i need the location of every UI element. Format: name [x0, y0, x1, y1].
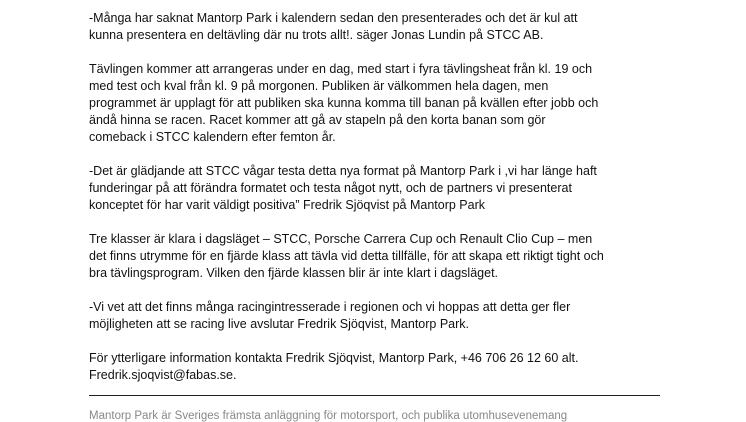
paragraph-event-schedule	[89, 61, 689, 146]
text-line: Tävlingen kommer att arrangeras under en dag, med start i fyra tävlingsheat från kl. 19 och	[89, 62, 593, 76]
text-line: bra tävlingsprogram. Vilken den fjärde klassen blir är inte klart i dagsläget.	[89, 266, 499, 280]
paragraph-race-classes	[89, 231, 689, 282]
text-line: För ytterligare information kontakta Fredrik Sjöqvist, Mantorp Park, +46 706 26 12 60 alt.	[89, 351, 579, 365]
document-body	[89, 10, 689, 401]
text-line: funderingar på att förändra formatet och testa något nytt, och de partners vi presenterat	[89, 181, 572, 195]
text-line: -Många har saknat Mantorp Park i kalendern sedan den presenterades och det är kul att	[89, 11, 578, 25]
text-line: möjligheten att se racing live avslutar Fredrik Sjöqvist, Mantorp Park.	[89, 317, 470, 331]
text-line: med test och kval från kl. 9 på morgonen. Publiken är välkommen hela dagen, men	[89, 79, 549, 93]
paragraph-quote-jonas-lundin	[89, 10, 689, 44]
text-line: kunna presentera en deltävling där nu trots allt!. säger Jonas Lundin på STCC AB.	[89, 28, 544, 42]
text-line: Tre klasser är klara i dagsläget – STCC, Porsche Carrera Cup och Renault Clio Cup – men	[89, 232, 593, 246]
text-line: programmet är upplagt för att publiken ska kunna komma till banan på kvällen efter jobb och	[89, 96, 599, 110]
text-line: ändå hinna se racen. Racet kommer att gå av stapeln på den korta banan som gör	[89, 113, 546, 127]
text-line: -Det är glädjande att STCC vågar testa detta nya format på Mantorp Park i ,vi har länge haft	[89, 164, 597, 178]
text-line: Fredrik.sjoqvist@fabas.se.	[89, 368, 237, 382]
text-line: konceptet för har varit väldigt positiva” Fredrik Sjöqvist på Mantorp Park	[89, 198, 486, 212]
footer-text: Mantorp Park är Sveriges främsta anläggning för motorsport, och publika utomhusevenemang	[89, 410, 568, 422]
text-line: -Vi vet att det finns många racingintresserade i regionen och vi hoppas att detta ger fler	[89, 300, 571, 314]
text-line: det finns utrymme för en fjärde klass att tävla vid detta tillfälle, för att skapa ett riktigt tight och	[89, 249, 604, 263]
paragraph-contact-info	[89, 350, 689, 384]
text-line: comeback i STCC kalendern efter femton år.	[89, 130, 336, 144]
paragraph-closing-quote	[89, 299, 689, 333]
paragraph-quote-fredrik-sjoqvist	[89, 163, 689, 214]
footer-divider	[89, 395, 660, 396]
